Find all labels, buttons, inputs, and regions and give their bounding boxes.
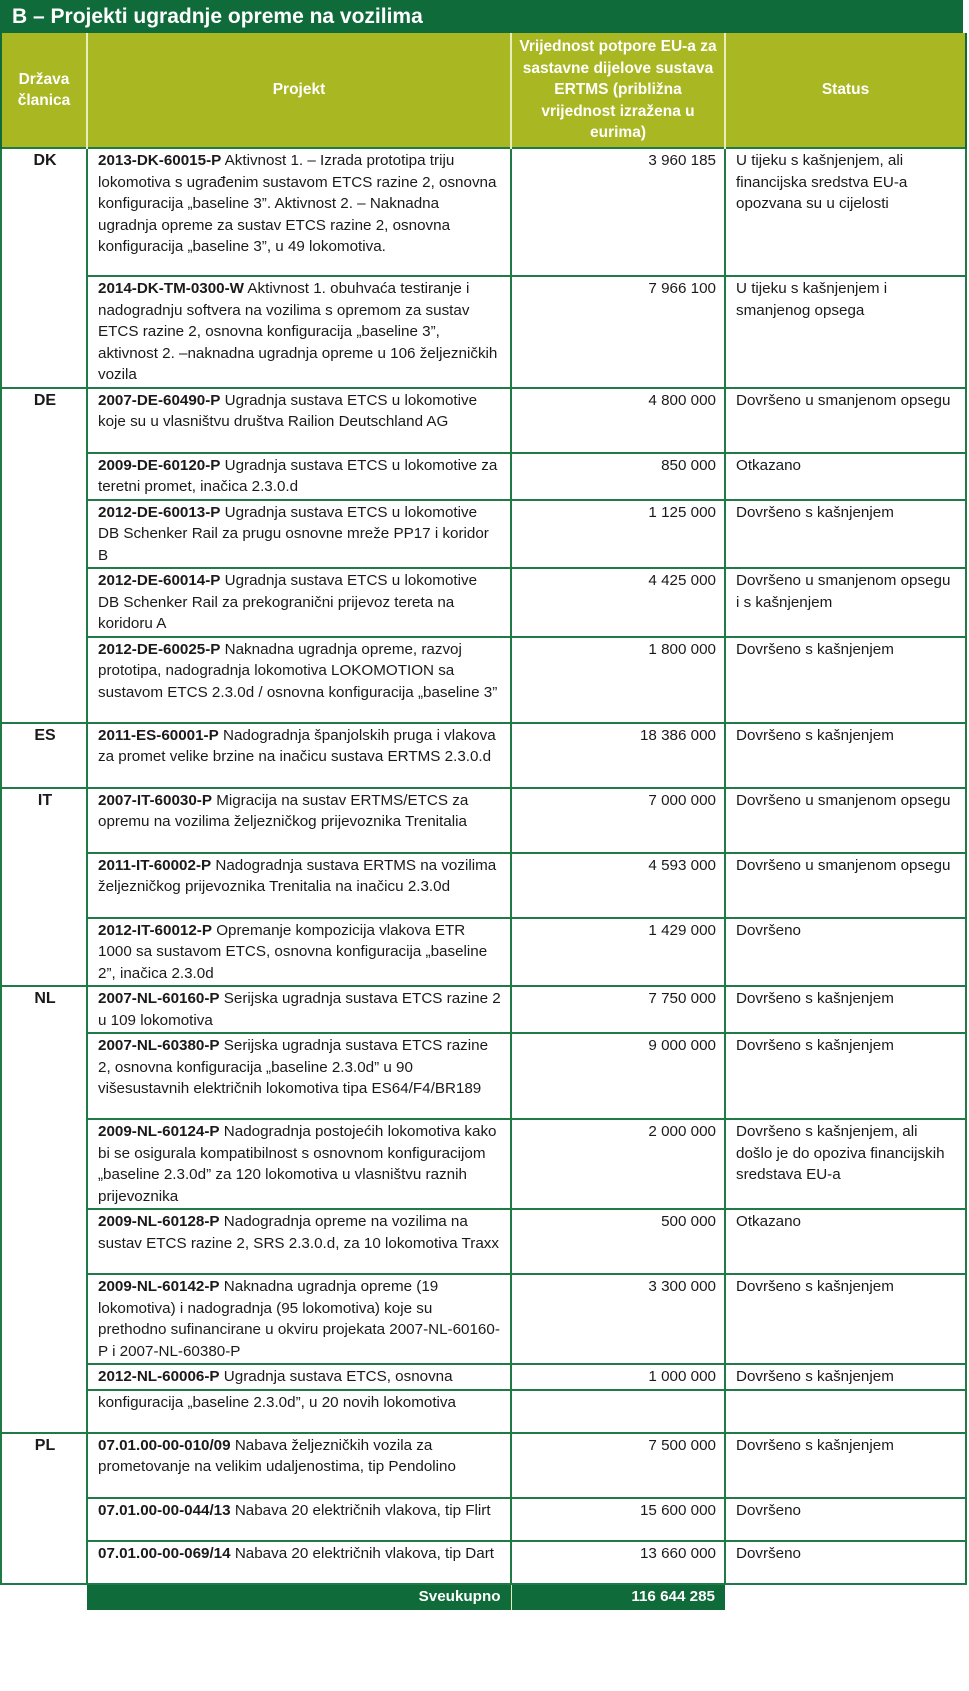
project-cell bbox=[87, 1274, 511, 1364]
project-cell bbox=[87, 1498, 511, 1541]
status-cell: Dovršeno s kašnjenjem bbox=[725, 637, 966, 723]
header-row bbox=[1, 33, 966, 148]
project-cell bbox=[87, 1390, 511, 1433]
status-cell: Otkazano bbox=[725, 1209, 966, 1274]
project-cell bbox=[87, 148, 511, 276]
status-cell: Dovršeno s kašnjenjem bbox=[725, 1433, 966, 1498]
project-cell bbox=[87, 853, 511, 918]
total-label: Sveukupno bbox=[87, 1584, 511, 1610]
table-title: B – Projekti ugradnje opreme na vozilima bbox=[0, 0, 963, 33]
status-cell bbox=[725, 1390, 966, 1433]
project-id: 2011-IT-60002-P bbox=[98, 856, 212, 874]
header-status: Status bbox=[725, 33, 966, 148]
total-spacer bbox=[1, 1584, 87, 1610]
project-id: 2011-ES-60001-P bbox=[98, 726, 219, 744]
status-cell: Dovršeno u smanjenom opsegu bbox=[725, 388, 966, 453]
amount-cell: 15 600 000 bbox=[511, 1498, 725, 1541]
table-row bbox=[1, 1033, 966, 1119]
table-row bbox=[1, 276, 966, 388]
project-description: Naknadna ugradnja opreme, razvoj prototipa, nadogradnja lokomotiva LOKOMOTION sa sustavom ETCS 2.3.0d / osnovna konfiguracija „baseline 3” bbox=[98, 640, 498, 701]
amount-cell: 3 300 000 bbox=[511, 1274, 725, 1364]
status-cell: Dovršeno u smanjenom opsegu bbox=[725, 853, 966, 918]
project-cell bbox=[87, 276, 511, 388]
table-row bbox=[1, 1119, 966, 1209]
status-cell: Dovršeno s kašnjenjem bbox=[725, 986, 966, 1033]
table-row bbox=[1, 1541, 966, 1584]
table-row bbox=[1, 853, 966, 918]
amount-cell: 850 000 bbox=[511, 453, 725, 500]
project-id: 2009-NL-60128-P bbox=[98, 1213, 220, 1230]
country-cell: PL bbox=[1, 1433, 87, 1584]
header-amount: Vrijednost potpore EU-a za sastavne dijelove sustava ERTMS (približna vrijednost izražena u eurima) bbox=[511, 33, 725, 148]
project-cell bbox=[87, 918, 511, 987]
project-description: Aktivnost 1. obuhvaća testiranje i nadogradnju softvera na vozilima s opremom za sustav ETCS razine 2, osnovna konfiguracija „baseline 3”, aktivnost 2. –naknadna ugradnja opreme u 106 željezničkih vozila bbox=[98, 280, 498, 383]
amount-cell bbox=[511, 1390, 725, 1433]
project-id: 2012-DE-60025-P bbox=[98, 640, 221, 658]
status-cell: Dovršeno s kašnjenjem bbox=[725, 1364, 966, 1390]
project-id: 2007-NL-60380-P bbox=[98, 1037, 220, 1054]
table-row bbox=[1, 1364, 966, 1390]
amount-cell: 18 386 000 bbox=[511, 723, 725, 788]
project-description: Ugradnja sustava ETCS u lokomotive DB Schenker Rail za prugu osnovne mreže PP17 i koridor B bbox=[98, 503, 489, 564]
amount-cell: 7 000 000 bbox=[511, 788, 725, 853]
project-id: 2009-DE-60120-P bbox=[98, 456, 221, 474]
status-cell: Dovršeno bbox=[725, 1541, 966, 1584]
project-description: Nabava 20 električnih vlakova, tip Dart bbox=[230, 1544, 494, 1562]
project-id: 2012-DE-60013-P bbox=[98, 503, 221, 521]
project-id: 2012-NL-60006-P bbox=[98, 1368, 220, 1385]
project-cell bbox=[87, 986, 511, 1033]
project-cell bbox=[87, 1364, 511, 1390]
header-country: Država članica bbox=[1, 33, 87, 148]
status-cell: U tijeku s kašnjenjem i smanjenog opsega bbox=[725, 276, 966, 388]
status-cell: Dovršeno u smanjenom opsegu i s kašnjenjem bbox=[725, 568, 966, 637]
amount-cell: 1 429 000 bbox=[511, 918, 725, 987]
status-cell: Dovršeno s kašnjenjem bbox=[725, 1274, 966, 1364]
amount-cell: 7 966 100 bbox=[511, 276, 725, 388]
table-row bbox=[1, 1209, 966, 1274]
amount-cell: 500 000 bbox=[511, 1209, 725, 1274]
status-cell: Dovršeno u smanjenom opsegu bbox=[725, 788, 966, 853]
project-cell bbox=[87, 1433, 511, 1498]
table-row bbox=[1, 1390, 966, 1433]
project-id: 2007-DE-60490-P bbox=[98, 391, 221, 409]
amount-cell: 7 750 000 bbox=[511, 986, 725, 1033]
project-description: Nabava željezničkih vozila za prometovanje na velikim udaljenostima, tip Pendolino bbox=[98, 1436, 456, 1475]
status-cell: Dovršeno s kašnjenjem bbox=[725, 500, 966, 569]
project-id: 2007-IT-60030-P bbox=[98, 791, 212, 809]
project-description: Nadogradnja španjolskih pruga i vlakova za promet velike brzine na inačicu sustava ERTMS 2.3.0.d bbox=[98, 726, 496, 765]
table-body bbox=[1, 148, 966, 1610]
project-id: 2012-IT-60012-P bbox=[98, 921, 212, 939]
project-cell bbox=[87, 788, 511, 853]
project-description: Ugradnja sustava ETCS, osnovna bbox=[219, 1368, 453, 1385]
amount-cell: 4 425 000 bbox=[511, 568, 725, 637]
amount-cell: 13 660 000 bbox=[511, 1541, 725, 1584]
country-cell: IT bbox=[1, 788, 87, 987]
project-description: konfiguracija „baseline 2.3.0d”, u 20 novih lokomotiva bbox=[98, 1393, 456, 1411]
table-row bbox=[1, 1498, 966, 1541]
project-id: 2012-DE-60014-P bbox=[98, 572, 221, 589]
project-description: Ugradnja sustava ETCS u lokomotive koje su u vlasništvu društva Railion Deutschland AG bbox=[98, 391, 478, 430]
project-cell bbox=[87, 1119, 511, 1209]
total-row bbox=[1, 1584, 966, 1610]
projects-table bbox=[0, 33, 967, 1610]
country-cell: NL bbox=[1, 986, 87, 1433]
project-cell bbox=[87, 568, 511, 637]
table-row bbox=[1, 637, 966, 723]
amount-cell: 4 593 000 bbox=[511, 853, 725, 918]
amount-cell: 1 125 000 bbox=[511, 500, 725, 569]
amount-cell: 3 960 185 bbox=[511, 148, 725, 276]
status-cell: Dovršeno s kašnjenjem bbox=[725, 1033, 966, 1119]
table-row bbox=[1, 788, 966, 853]
country-cell: DE bbox=[1, 388, 87, 723]
project-description: Nadogradnja opreme na vozilima na sustav ETCS razine 2, SRS 2.3.0.d, za 10 lokomotiva Traxx bbox=[98, 1213, 499, 1252]
status-cell: Dovršeno bbox=[725, 1498, 966, 1541]
project-id: 2013-DK-60015-P bbox=[98, 152, 222, 169]
country-cell: ES bbox=[1, 723, 87, 788]
project-cell bbox=[87, 500, 511, 569]
project-description: Serijska ugradnja sustava ETCS razine 2 u 109 lokomotiva bbox=[98, 990, 501, 1029]
project-id: 2007-NL-60160-P bbox=[98, 990, 220, 1007]
project-description: Opremanje kompozicija vlakova ETR 1000 sa sustavom ETCS, osnovna konfiguracija „baseline 2”, inačica 2.3.0d bbox=[98, 921, 488, 982]
status-cell: Dovršeno bbox=[725, 918, 966, 987]
project-description: Naknadna ugradnja opreme (19 lokomotiva) i nadogradnja (95 lokomotiva) koje su prethodno sufinancirane u okviru projekata 2007-NL-60160-P i 2007-NL-60380-P bbox=[98, 1278, 500, 1360]
table-row bbox=[1, 1433, 966, 1498]
project-description: Nabava 20 električnih vlakova, tip Flirt bbox=[230, 1501, 491, 1519]
table-row bbox=[1, 986, 966, 1033]
project-id: 07.01.00-00-069/14 bbox=[98, 1544, 231, 1562]
status-cell: Dovršeno s kašnjenjem bbox=[725, 723, 966, 788]
project-cell bbox=[87, 1209, 511, 1274]
header-project: Projekt bbox=[87, 33, 511, 148]
table-row bbox=[1, 453, 966, 500]
project-id: 2009-NL-60142-P bbox=[98, 1278, 220, 1295]
project-description: Nadogradnja postojećih lokomotiva kako bi se osigurala kompatibilnost s osnovnom konfiguracijom „baseline 2.3.0d” za 120 lokomotiva u vlasništvu raznih prijevoznika bbox=[98, 1123, 497, 1205]
table-row bbox=[1, 918, 966, 987]
amount-cell: 2 000 000 bbox=[511, 1119, 725, 1209]
project-description: Ugradnja sustava ETCS u lokomotive DB Schenker Rail za prekogranični prijevoz tereta na koridoru A bbox=[98, 572, 478, 632]
project-cell bbox=[87, 1541, 511, 1584]
project-cell bbox=[87, 1033, 511, 1119]
table-row bbox=[1, 568, 966, 637]
project-description: Aktivnost 1. – Izrada prototipa triju lokomotiva s ugrađenim sustavom ETCS razine 2, osnovna konfiguracija „baseline 3”. Aktivnost 2. – Naknadna ugradnja opreme za sustav ETCS razine 2, osnovna konfiguracija „baseline 3”, u 49 lokomotiva. bbox=[98, 152, 497, 255]
project-id: 2009-NL-60124-P bbox=[98, 1123, 220, 1140]
total-spacer bbox=[725, 1584, 966, 1610]
project-description: Serijska ugradnja sustava ETCS razine 2, osnovna konfiguracija „baseline 2.3.0d” u 90 višesustavnih električnih lokomotiva tipa ES64/F4/BR189 bbox=[98, 1037, 489, 1097]
amount-cell: 1 800 000 bbox=[511, 637, 725, 723]
project-cell bbox=[87, 388, 511, 453]
table-row bbox=[1, 388, 966, 453]
project-description: Migracija na sustav ERTMS/ETCS za opremu na vozilima željezničkog prijevoznika Trenitalia bbox=[98, 791, 469, 830]
project-cell bbox=[87, 723, 511, 788]
amount-cell: 1 000 000 bbox=[511, 1364, 725, 1390]
amount-cell: 4 800 000 bbox=[511, 388, 725, 453]
status-cell: Dovršeno s kašnjenjem, ali došlo je do opoziva financijskih sredstava EU-a bbox=[725, 1119, 966, 1209]
project-id: 2014-DK-TM-0300-W bbox=[98, 280, 245, 297]
table-row bbox=[1, 1274, 966, 1364]
status-cell: Otkazano bbox=[725, 453, 966, 500]
table-row bbox=[1, 723, 966, 788]
project-description: Ugradnja sustava ETCS u lokomotive za teretni promet, inačica 2.3.0.d bbox=[98, 456, 498, 495]
project-id: 07.01.00-00-010/09 bbox=[98, 1436, 231, 1454]
total-value: 116 644 285 bbox=[511, 1584, 725, 1610]
project-id: 07.01.00-00-044/13 bbox=[98, 1501, 231, 1519]
status-cell: U tijeku s kašnjenjem, ali financijska sredstva EU-a opozvana su u cijelosti bbox=[725, 148, 966, 276]
project-description: Nadogradnja sustava ERTMS na vozilima željezničkog prijevoznika Trenitalia na inačicu 2.3.0d bbox=[98, 856, 497, 895]
table-row bbox=[1, 500, 966, 569]
amount-cell: 7 500 000 bbox=[511, 1433, 725, 1498]
country-cell: DK bbox=[1, 148, 87, 388]
project-cell bbox=[87, 637, 511, 723]
amount-cell: 9 000 000 bbox=[511, 1033, 725, 1119]
project-cell bbox=[87, 453, 511, 500]
table-row bbox=[1, 148, 966, 276]
